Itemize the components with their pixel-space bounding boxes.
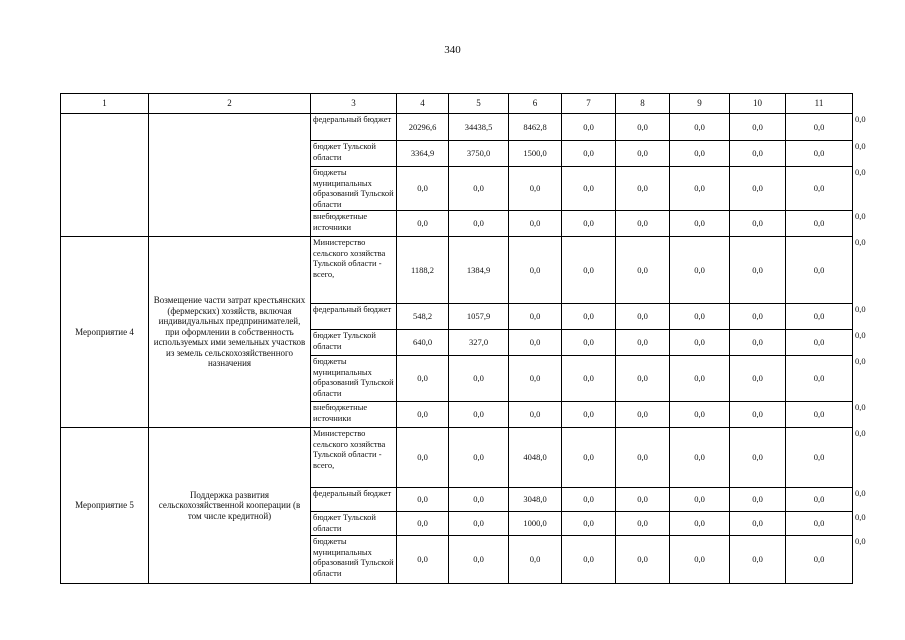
column-header: 10 (730, 94, 786, 114)
value-cell: 34438,5 (449, 114, 509, 141)
value-cell: 1384,9 (449, 237, 509, 304)
table-row: бюджет Тульской области 640,0 327,0 0,0 0,0 0,0 0,0 0,0 0,0 0,0 (61, 330, 853, 356)
value-cell: 327,0 (449, 330, 509, 356)
value-cell: 0,0 (562, 167, 616, 211)
value-cell: 0,0 (509, 330, 562, 356)
value-cell: 0,0 (670, 488, 730, 512)
activity-description-cell: Возмещение части затрат крестьянских (фермерских) хозяйств, включая индивидуальных предпринимателей, при оформлении в собственность используемых ими земельных участков из земель сельскохозяйственного назначения (149, 237, 311, 428)
value-cell: 0,0 (730, 211, 786, 237)
value-cell: 0,0 (730, 141, 786, 167)
activity-description-cell (149, 114, 311, 237)
value-cell: 1188,2 (397, 237, 449, 304)
value-cell: 0,0 (670, 512, 730, 536)
funding-source-cell: федеральный бюджет (311, 304, 397, 330)
value-cell: 0,0 (670, 402, 730, 428)
value-cell: 0,0 (616, 304, 670, 330)
value-cell: 0,0 (730, 488, 786, 512)
value-cell: 0,0 (616, 330, 670, 356)
value-cell: 0,0 (562, 211, 616, 237)
value-cell: 0,0 (562, 488, 616, 512)
funding-source-cell: бюджет Тульской области (311, 330, 397, 356)
table-row: федеральный бюджет 548,2 1057,9 0,0 0,0 0,0 0,0 0,0 0,0 0,0 (61, 304, 853, 330)
funding-source-cell: федеральный бюджет (311, 488, 397, 512)
value-cell: 0,0 (562, 237, 616, 304)
funding-source-cell: бюджет Тульской области (311, 512, 397, 536)
value-cell: 0,0 (670, 428, 730, 488)
value-cell: 0,0 (449, 488, 509, 512)
column-header: 4 (397, 94, 449, 114)
column-header: 9 (670, 94, 730, 114)
value-cell: 0,0 (730, 330, 786, 356)
value-cell: 0,0 (397, 356, 449, 402)
column-header: 3 (311, 94, 397, 114)
value-cell: 0,0 (509, 536, 562, 584)
value-cell: 0,0 (616, 114, 670, 141)
table-row: бюджеты муниципальных образований Тульской области 0,0 0,0 0,0 0,0 0,0 0,0 0,0 0,0 0,0 (61, 536, 853, 584)
value-cell: 0,0 (509, 356, 562, 402)
table-row: бюджеты муниципальных образований Тульской области 0,0 0,0 0,0 0,0 0,0 0,0 0,0 0,0 0,0 (61, 356, 853, 402)
value-cell: 0,0 (730, 237, 786, 304)
value-cell: 0,0 (730, 402, 786, 428)
value-cell: 0,0 (730, 536, 786, 584)
value-cell: 0,0 (449, 356, 509, 402)
column-header: 5 (449, 94, 509, 114)
table-row: бюджеты муниципальных образований Тульской области 0,0 0,0 0,0 0,0 0,0 0,0 0,0 0,0 0,0 (61, 167, 853, 211)
value-cell: 0,0 (786, 167, 853, 211)
value-cell: 0,0 (562, 536, 616, 584)
value-cell: 3364,9 (397, 141, 449, 167)
value-cell: 0,0 (509, 237, 562, 304)
value-cell: 0,0 (449, 536, 509, 584)
value-cell: 0,0 (786, 304, 853, 330)
budget-table (60, 93, 866, 584)
value-cell: 0,0 (562, 356, 616, 402)
value-cell: 0,0 (670, 536, 730, 584)
page-number: 340 (444, 44, 461, 56)
table-row: федеральный бюджет 0,0 0,0 3048,0 0,0 0,0 0,0 0,0 0,0 0,0 (61, 488, 853, 512)
value-cell: 0,0 (616, 237, 670, 304)
value-cell: 0,0 (670, 356, 730, 402)
value-cell: 1000,0 (509, 512, 562, 536)
value-cell: 0,0 (670, 114, 730, 141)
value-cell: 4048,0 (509, 428, 562, 488)
table-row: бюджет Тульской области 0,0 0,0 1000,0 0,0 0,0 0,0 0,0 0,0 0,0 (61, 512, 853, 536)
value-cell: 0,0 (730, 428, 786, 488)
value-cell: 0,0 (616, 536, 670, 584)
value-cell: 548,2 (397, 304, 449, 330)
table-row: внебюджетные источники 0,0 0,0 0,0 0,0 0,0 0,0 0,0 0,0 0,0 (61, 211, 853, 237)
value-cell: 0,0 (397, 488, 449, 512)
value-cell: 0,0 (616, 402, 670, 428)
value-cell: 0,0 (670, 211, 730, 237)
value-cell: 0,0 (397, 211, 449, 237)
column-header: 2 (149, 94, 311, 114)
value-cell: 0,0 (562, 512, 616, 536)
value-cell: 0,0 (562, 402, 616, 428)
value-cell: 0,0 (786, 141, 853, 167)
value-cell: 0,0 (616, 428, 670, 488)
value-cell: 0,0 (670, 237, 730, 304)
value-cell: 0,0 (786, 356, 853, 402)
value-cell: 3750,0 (449, 141, 509, 167)
value-cell: 0,0 (449, 167, 509, 211)
value-cell: 1500,0 (509, 141, 562, 167)
value-cell: 0,0 (616, 211, 670, 237)
value-cell: 0,0 (670, 141, 730, 167)
column-header: 1 (61, 94, 149, 114)
value-cell: 0,0 (509, 402, 562, 428)
activity-name-cell: Мероприятие 5 (61, 428, 149, 584)
value-cell: 0,0 (730, 114, 786, 141)
value-cell: 640,0 (397, 330, 449, 356)
value-cell: 0,0 (616, 512, 670, 536)
value-cell: 0,0 (786, 237, 853, 304)
value-cell: 0,0 (562, 330, 616, 356)
value-cell: 0,0 (397, 512, 449, 536)
value-cell: 20296,6 (397, 114, 449, 141)
table-row: внебюджетные источники 0,0 0,0 0,0 0,0 0,0 0,0 0,0 0,0 0,0 (61, 402, 853, 428)
table-row: Мероприятие 4 Возмещение части затрат крестьянских (фермерских) хозяйств, включая индивидуальных предпринимателей, при оформлении в собственность используемых ими земельных участков из земель сельскохозяйственного назначения Министерство сельского хозяйства Тульской области - всего, 1188,2 1384,9 0,0 0,0 0,0 0,0 0,0 0,0 0,0 (61, 237, 853, 304)
column-header: 7 (562, 94, 616, 114)
value-cell: 0,0 (786, 428, 853, 488)
value-cell: 0,0 (730, 356, 786, 402)
table-body (61, 114, 866, 584)
value-cell: 0,0 (730, 304, 786, 330)
table-row: Мероприятие 5 Поддержка развития сельскохозяйственной кооперации (в том числе кредитной) Министерство сельского хозяйства Тульской области - всего, 0,0 0,0 4048,0 0,0 0,0 0,0 0,0 0,0 0,0 (61, 428, 853, 488)
value-cell: 0,0 (509, 211, 562, 237)
value-cell: 0,0 (397, 536, 449, 584)
funding-source-cell: федеральный бюджет (311, 114, 397, 141)
value-cell: 0,0 (616, 356, 670, 402)
value-cell: 0,0 (562, 141, 616, 167)
value-cell: 0,0 (449, 402, 509, 428)
value-cell: 0,0 (786, 114, 853, 141)
value-cell: 0,0 (670, 167, 730, 211)
funding-source-cell: бюджеты муниципальных образований Тульской области (311, 167, 397, 211)
value-cell: 0,0 (562, 304, 616, 330)
value-cell: 0,0 (670, 330, 730, 356)
column-header: 6 (509, 94, 562, 114)
funding-source-cell: бюджет Тульской области (311, 141, 397, 167)
value-cell: 3048,0 (509, 488, 562, 512)
value-cell: 0,0 (786, 211, 853, 237)
activity-name-cell: Мероприятие 4 (61, 237, 149, 428)
value-cell: 0,0 (786, 402, 853, 428)
value-cell: 0,0 (397, 402, 449, 428)
value-cell: 0,0 (730, 512, 786, 536)
value-cell: 0,0 (730, 167, 786, 211)
value-cell: 0,0 (509, 167, 562, 211)
value-cell: 1057,9 (449, 304, 509, 330)
activity-name-cell (61, 114, 149, 237)
value-cell: 0,0 (562, 428, 616, 488)
funding-source-cell: бюджеты муниципальных образований Тульской области (311, 536, 397, 584)
funding-source-cell: Министерство сельского хозяйства Тульской области - всего, (311, 428, 397, 488)
value-cell: 0,0 (786, 536, 853, 584)
value-cell: 0,0 (786, 512, 853, 536)
value-cell: 0,0 (397, 167, 449, 211)
value-cell: 0,0 (509, 304, 562, 330)
table-row: бюджет Тульской области 3364,9 3750,0 1500,0 0,0 0,0 0,0 0,0 0,0 0,0 (61, 141, 853, 167)
funding-source-cell: внебюджетные источники (311, 211, 397, 237)
value-cell: 0,0 (786, 330, 853, 356)
value-cell: 0,0 (562, 114, 616, 141)
value-cell: 0,0 (670, 304, 730, 330)
activity-description-cell: Поддержка развития сельскохозяйственной кооперации (в том числе кредитной) (149, 428, 311, 584)
value-cell: 0,0 (397, 428, 449, 488)
table-row: федеральный бюджет 20296,6 34438,5 8462,8 0,0 0,0 0,0 0,0 0,0 0,0 (61, 114, 853, 141)
column-header: 8 (616, 94, 670, 114)
value-cell: 0,0 (616, 488, 670, 512)
funding-source-cell: внебюджетные источники (311, 402, 397, 428)
value-cell: 0,0 (786, 488, 853, 512)
value-cell: 8462,8 (509, 114, 562, 141)
value-cell: 0,0 (449, 512, 509, 536)
column-header: 11 (786, 94, 853, 114)
funding-source-cell: бюджеты муниципальных образований Тульской области (311, 356, 397, 402)
value-cell: 0,0 (616, 167, 670, 211)
value-cell: 0,0 (616, 141, 670, 167)
funding-source-cell: Министерство сельского хозяйства Тульской области - всего, (311, 237, 397, 304)
value-cell: 0,0 (449, 211, 509, 237)
value-cell: 0,0 (449, 428, 509, 488)
header-row (61, 94, 853, 114)
